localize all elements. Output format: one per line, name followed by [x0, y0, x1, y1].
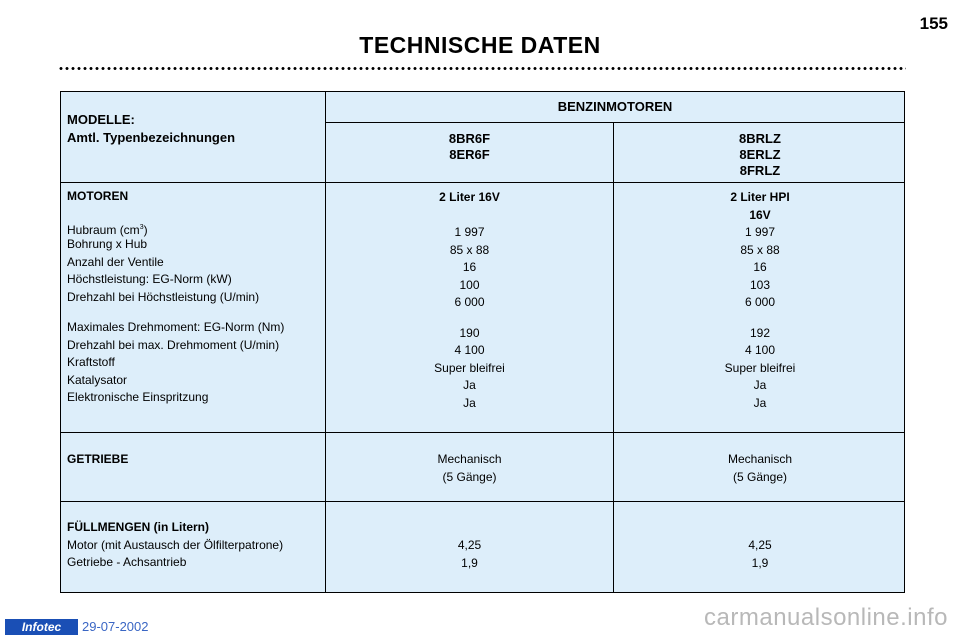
- spec-value: Ja: [753, 378, 767, 392]
- watermark: carmanualsonline.info: [704, 604, 948, 631]
- spec-value: 6 000: [744, 295, 776, 309]
- spec-value: 16: [462, 260, 477, 274]
- dotted-divider: [58, 66, 906, 71]
- spec-label: Bohrung x Hub: [67, 237, 148, 251]
- section-heading: GETRIEBE: [67, 452, 129, 466]
- spec-value: 192: [749, 325, 771, 340]
- model-code: 8ERLZ: [739, 147, 781, 162]
- spec-value: 85 x 88: [740, 242, 780, 257]
- model-code: 8ER6F: [449, 147, 490, 162]
- spec-label: Katalysator: [67, 372, 128, 387]
- spec-value: 85 x 88: [449, 242, 490, 257]
- section-heading: FÜLLMENGEN (in Litern): [67, 520, 209, 534]
- spec-label: Getriebe - Achsantrieb: [67, 555, 187, 569]
- spec-value: 6 000: [454, 295, 485, 309]
- spec-table: [60, 91, 905, 593]
- header-label: [67, 111, 235, 147]
- model-code: 8FRLZ: [739, 163, 781, 178]
- spec-value: Ja: [463, 395, 476, 410]
- fuellmengen-values-col1: [326, 537, 613, 572]
- motoren-values-col2: [614, 189, 906, 412]
- spec-value: (5 Gänge): [442, 469, 497, 484]
- engine-name: 16V: [749, 207, 771, 222]
- spec-value: 1,9: [751, 555, 769, 570]
- getriebe-values-col1: [326, 451, 613, 486]
- spec-label: Drehzahl bei max. Drehmoment (U/min): [67, 337, 280, 352]
- spec-label: Motor (mit Austausch der Ölfilterpatrone): [67, 537, 284, 552]
- table-rule: [326, 122, 904, 123]
- header-codes-col2: [614, 131, 906, 179]
- spec-value: 4,25: [457, 538, 482, 552]
- table-rule: [61, 182, 904, 183]
- header-label-line: MODELLE:: [67, 112, 135, 127]
- page-number: 155: [919, 14, 948, 33]
- table-rule: [61, 432, 904, 433]
- spec-value: 4 100: [744, 343, 776, 357]
- spec-value: 100: [459, 277, 480, 292]
- footer-date: 29-07-2002: [82, 619, 149, 634]
- motoren-labels: [67, 188, 284, 407]
- spec-value: Super bleifrei: [434, 360, 505, 375]
- spec-value: 1 997: [454, 225, 485, 239]
- getriebe-values-col2: [614, 451, 906, 486]
- spec-value: Super bleifrei: [724, 360, 796, 375]
- spec-value: Mechanisch: [437, 452, 502, 466]
- fuellmengen-labels: [67, 519, 283, 572]
- motoren-values-col1: [326, 189, 613, 412]
- spec-label: Elektronische Einspritzung: [67, 390, 209, 404]
- spec-label: Hubraum $(cm^3)$: [67, 222, 148, 237]
- spec-value: 4 100: [454, 343, 485, 357]
- spec-value: 1,9: [461, 555, 478, 570]
- spec-value: 16: [753, 260, 767, 274]
- page-title: TECHNISCHE DATEN: [359, 32, 601, 58]
- spec-value: Ja: [753, 395, 767, 410]
- table-rule: [61, 501, 904, 502]
- model-code: 8BRLZ: [739, 131, 781, 146]
- spec-value: 4,25: [748, 538, 772, 552]
- model-code: 8BR6F: [448, 131, 491, 146]
- spec-value: Ja: [463, 378, 476, 392]
- spec-label: Höchstleistung: EG-Norm (kW): [67, 272, 232, 286]
- engine-name: 2 Liter 16V: [439, 190, 500, 204]
- spec-label: Maximales Drehmoment: EG-Norm (Nm): [67, 320, 285, 334]
- section-heading: MOTOREN: [67, 189, 129, 203]
- spec-value: 1 997: [744, 225, 776, 239]
- header-label-line: Amtl. Typenbezeichnungen: [67, 130, 236, 145]
- spec-label: Anzahl der Ventile: [67, 254, 164, 269]
- fuellmengen-values-col2: [614, 537, 906, 572]
- spec-value: Mechanisch: [727, 452, 793, 466]
- spec-label: Kraftstoff: [67, 355, 115, 369]
- spec-value: (5 Gänge): [732, 469, 788, 484]
- engine-name: 2 Liter HPI: [730, 190, 790, 204]
- header-group: BENZINMOTOREN: [557, 99, 673, 114]
- infotec-logo: Infotec: [5, 619, 78, 635]
- spec-value: 190: [459, 325, 480, 340]
- spec-label: Drehzahl bei Höchstleistung (U/min): [67, 289, 260, 304]
- spec-value: 103: [749, 277, 771, 292]
- header-codes-col1: [326, 131, 613, 163]
